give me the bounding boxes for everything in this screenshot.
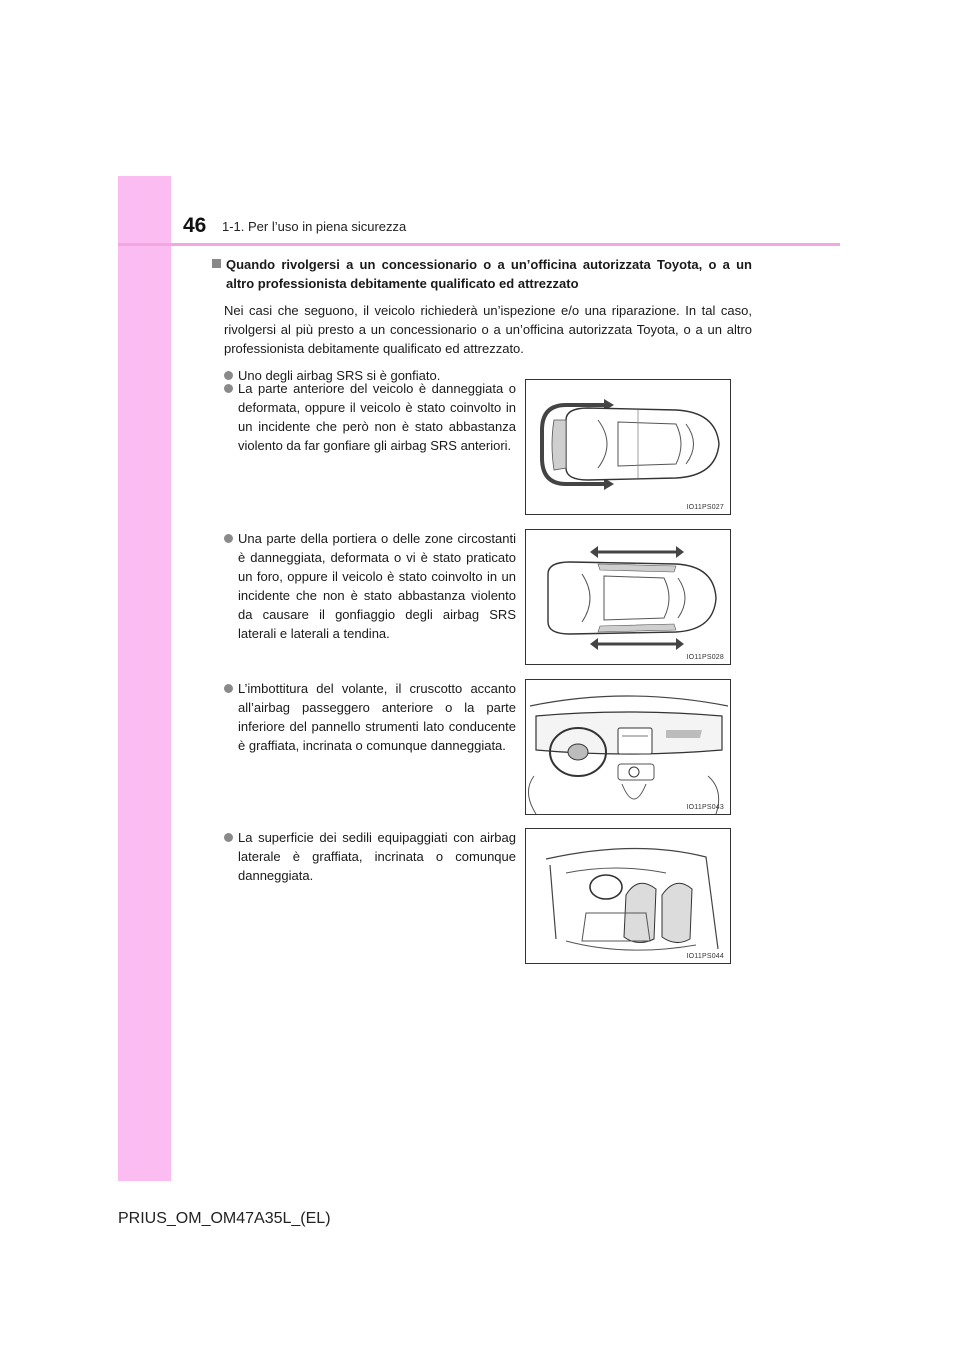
section-title: 1-1. Per l’uso in piena sicurezza	[222, 219, 407, 234]
car-interior-seats-illustration	[526, 829, 731, 964]
bullet-text: La parte anteriore del veicolo è danneggiata o deformata, oppure il veicolo è stato coinvolto in un incidente che però non è stato abbastanza violento da far gonfiare gli airbag SRS anteriori.	[238, 381, 516, 453]
dashboard-illustration	[526, 680, 731, 815]
bullet-text: Una parte della portiera o delle zone circostanti è danneggiata, deformata o vi è stato praticato un foro, oppure il veicolo è stato coinvolto in un incidente che non è stato abbastanza violento da causare il gonfiaggio degli airbag SRS laterali e laterali a tendina.	[238, 531, 516, 641]
car-top-view-front-illustration	[526, 380, 731, 515]
bullet-text: L’imbottitura del volante, il cruscotto accanto all’airbag passeggero anteriore o la parte inferiore del pannello strumenti lato conducente è graffiata, incrinata o comunque danneggiata.	[238, 681, 516, 753]
bullet-block	[224, 379, 516, 455]
bullet-text: Uno degli airbag SRS si è gonfiato.	[238, 368, 441, 383]
figure-seats	[525, 828, 731, 964]
bullet-icon	[224, 384, 233, 393]
square-bullet-icon	[212, 259, 221, 268]
intro-paragraph: Nei casi che seguono, il veicolo richiederà un’ispezione e/o una riparazione. In tal caso, rivolgersi al più presto a un concessionario o a un’officina autorizzata Toyota, o a un altro professionista debitamente qualificato ed attrezzato.	[224, 303, 752, 356]
bullet-icon	[224, 534, 233, 543]
figure-front-damage	[525, 379, 731, 515]
bullet-icon	[224, 684, 233, 693]
chapter-tab-bar	[118, 176, 171, 1181]
bullet-block	[224, 529, 516, 643]
page-number: 46	[183, 214, 207, 237]
figure-code: IO11PS028	[686, 654, 724, 661]
section-heading	[212, 255, 752, 293]
bullet-block	[224, 679, 516, 755]
car-top-view-side-illustration	[526, 530, 731, 665]
figure-dashboard	[525, 679, 731, 815]
figure-code: IO11PS027	[686, 504, 724, 511]
figure-code: IO11PS043	[686, 804, 724, 811]
figure-side-damage	[525, 529, 731, 665]
header-divider	[118, 243, 840, 246]
figure-code: IO11PS044	[686, 953, 724, 960]
bullet-block	[224, 828, 516, 885]
main-content	[212, 255, 752, 385]
heading-text: Quando rivolgersi a un concessionario o a un’officina autorizzata Toyota, o a un altro professionista debitamente qualificato ed attrezzato	[226, 257, 752, 291]
bullet-icon	[224, 833, 233, 842]
document-code: PRIUS_OM_OM47A35L_(EL)	[118, 1210, 331, 1227]
bullet-text: La superficie dei sedili equipaggiati con airbag laterale è graffiata, incrinata o comunque danneggiata.	[238, 830, 516, 883]
